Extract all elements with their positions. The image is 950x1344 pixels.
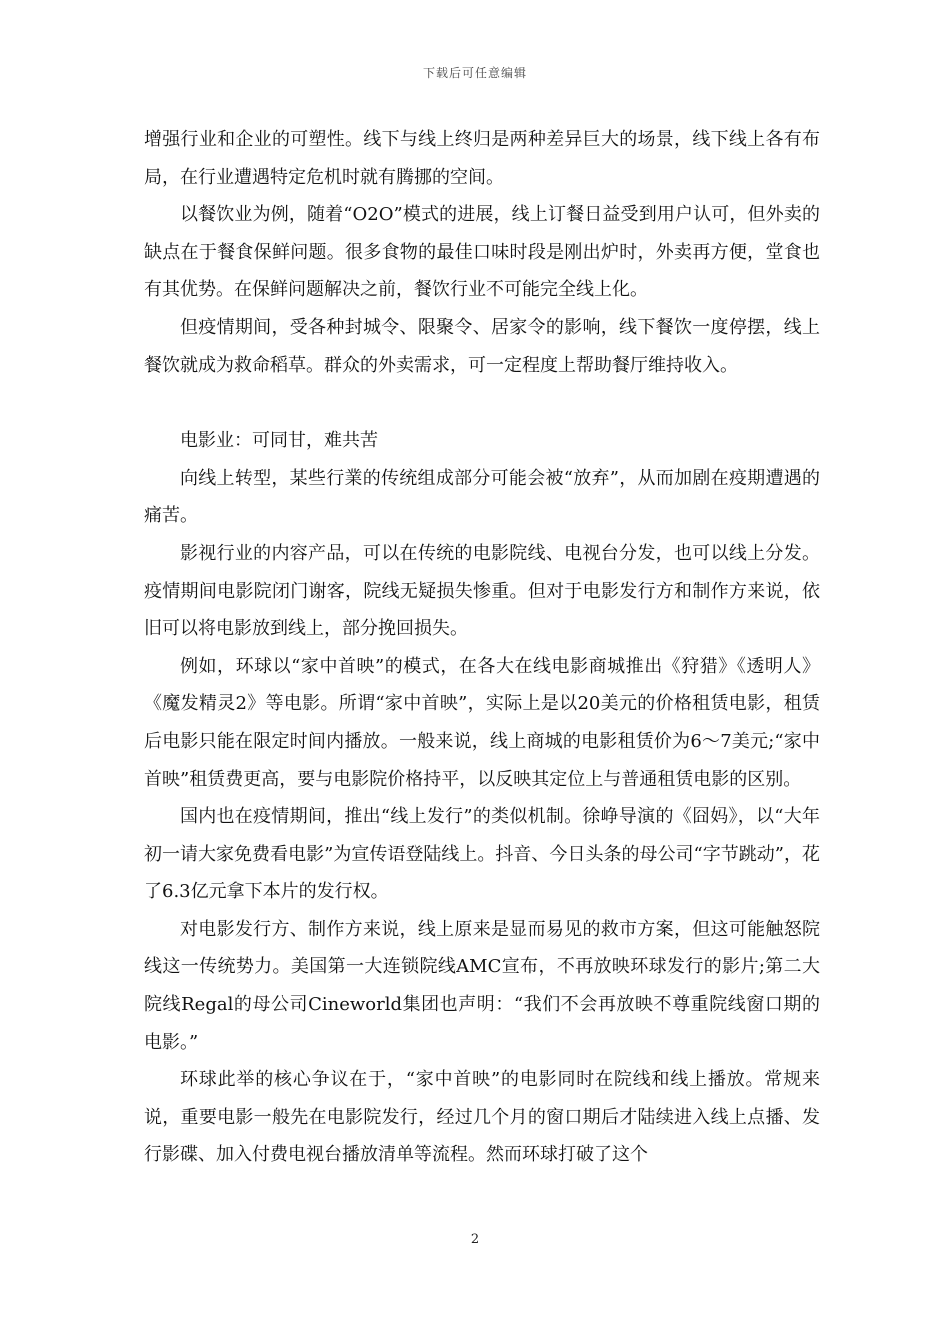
page-number: 2 <box>470 1232 480 1247</box>
page-header: 下载后可任意编辑 <box>422 66 527 80</box>
paragraph: 环球此举的核心争议在于，“家中首映”的电影同时在院线和线上播放。常规来说，重要电影一般先在电影院发行，经过几个月的窗口期后才陆续进入线上点播、发行影碟、加入付费电视台播放清单等流程。然而环球打破了这个 <box>144 1069 820 1166</box>
paragraph: 例如，环球以“家中首映”的模式，在各大在线电影商城推出《狩猎》《透明人》《魔发精灵2》等电影。所谓“家中首映”，实际上是以20美元的价格租赁电影，租赁后电影只能在限定时间内播放。一般来说，线上商城的电影租赁价为6～7美元;“家中首映”租赁费更高，要与电影院价格持平，以反映其定位上与普通租赁电影的区别。 <box>144 655 820 790</box>
document-body <box>144 121 820 1174</box>
paragraph: 国内也在疫情期间，推出“线上发行”的类似机制。徐峥导演的《囧妈》，以“大年初一请大家免费看电影”为宣传语登陆线上。抖音、今日头条的母公司“字节跳动”，花了6.3亿元拿下本片的发行权。 <box>144 806 820 903</box>
paragraph: 向线上转型，某些行業的传统组成部分可能会被“放弃”，从而加剧在疫期遭遇的痛苦。 <box>144 467 820 527</box>
paragraph: 但疫情期间，受各种封城令、限聚令、居家令的影响，线下餐饮一度停摆，线上餐饮就成为救命稻草。群众的外卖需求，可一定程度上帮助餐厅维持收入。 <box>144 316 820 376</box>
paragraph-continued: 增强行业和企业的可塑性。线下与线上终归是两种差异巨大的场景，线下线上各有布局，在行业遭遇特定危机时就有腾挪的空间。 <box>144 129 820 188</box>
section-heading: 电影业：可同甘，难共苦 <box>180 430 378 452</box>
paragraph: 影视行业的内容产品，可以在传统的电影院线、电视台分发，也可以线上分发。疫情期间电影院闭门谢客，院线无疑损失惨重。但对于电影发行方和制作方来说，依旧可以将电影放到线上，部分挽回损失。 <box>144 542 820 640</box>
paragraph: 对电影发行方、制作方来说，线上原来是显而易见的救市方案，但这可能触怒院线这一传统势力。美国第一大连锁院线AMC宣布，不再放映环球发行的影片;第二大院线Regal的母公司Cineworld集团也声明：“我们不会再放映不尊重院线窗口期的电影。” <box>144 918 820 1053</box>
paragraph: 以餐饮业为例，随着“O2O”模式的进展，线上订餐日益受到用户认可，但外卖的缺点在于餐食保鲜问题。很多食物的最佳口味时段是刚出炉时，外卖再方便，堂食也有其优势。在保鲜问题解决之前，餐饮行业不可能完全线上化。 <box>144 204 820 301</box>
